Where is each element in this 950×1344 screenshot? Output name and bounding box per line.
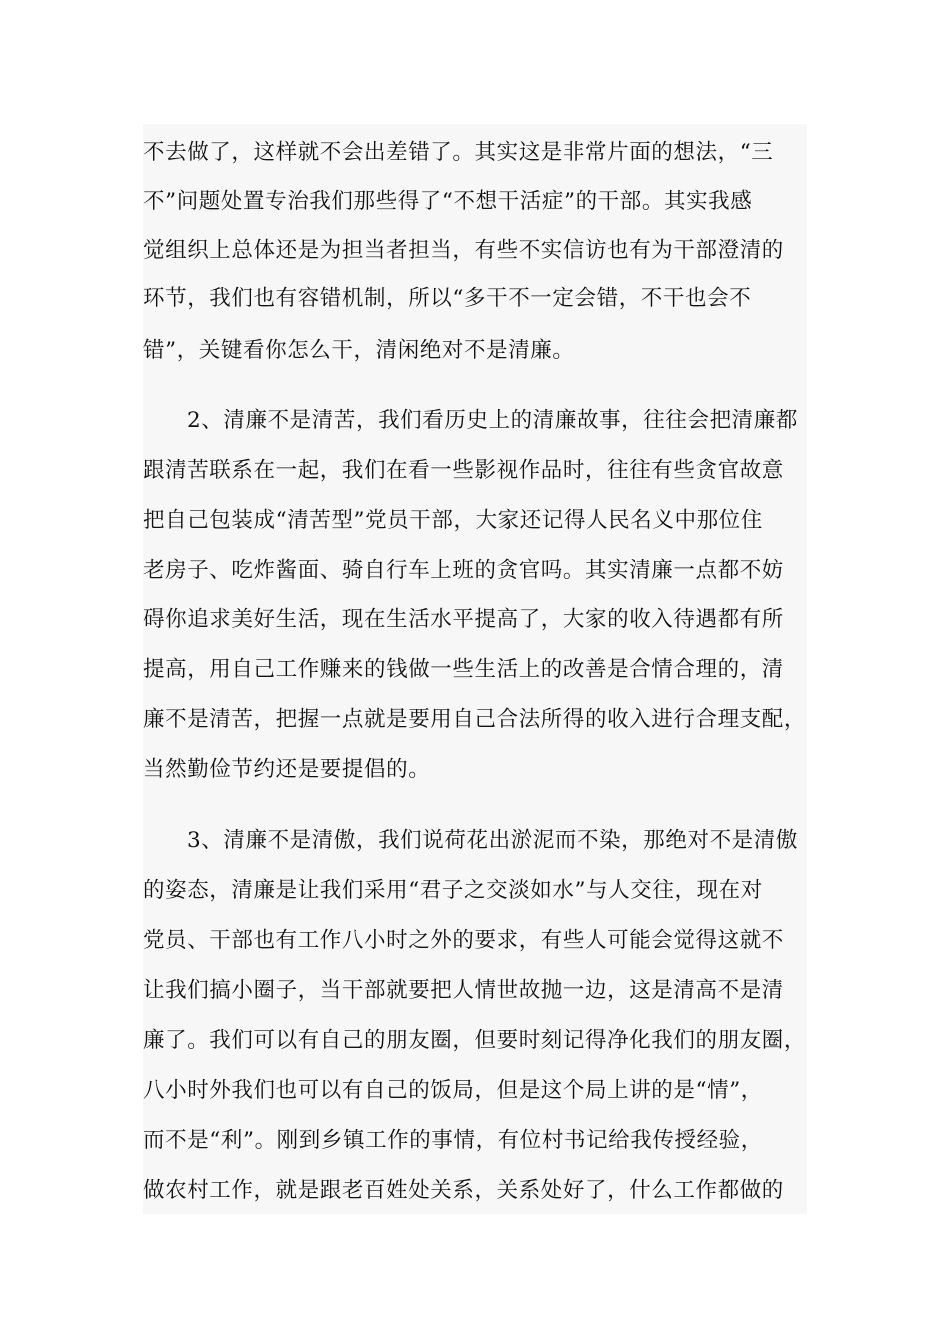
paragraph-line: 环节，我们也有容错机制，所以“多干不一定会错，不干也会不: [143, 286, 752, 311]
paragraph-line: 当然勤俭节约还是要提倡的。: [143, 757, 431, 782]
paragraph-line: 碍你追求美好生活，现在生活水平提高了，大家的收入待遇都有所: [143, 607, 784, 632]
paragraph-line: 不去做了，这样就不会出差错了。其实这是非常片面的想法，“三: [143, 140, 774, 165]
paragraph-line: 而不是“利”。刚到乡镇工作的事情，有位村书记给我传授经验，: [143, 1128, 763, 1153]
paragraph-line: 廉不是清苦，把握一点就是要用自己合法所得的收入进行合理支配，: [143, 707, 807, 732]
paragraph-line: 廉了。我们可以有自己的朋友圈，但要时刻记得净化我们的朋友圈，: [143, 1028, 807, 1053]
paragraph-line: 错”，关键看你怎么干，清闲绝对不是清廉。: [143, 338, 575, 363]
paragraph-line: 3、清廉不是清傲，我们说荷花出淤泥而不染，那绝对不是清傲: [187, 828, 798, 853]
paragraph-line: 不”问题处置专治我们那些得了“不想干活症”的干部。其实我感: [143, 189, 753, 214]
paragraph-line: 觉组织上总体还是为担当者担当，有些不实信访也有为干部澄清的: [143, 238, 784, 263]
paragraph-line: 八小时外我们也可以有自己的饭局，但是这个局上讲的是“情”，: [143, 1078, 763, 1103]
paragraph-line: 做农村工作，就是跟老百姓处关系，关系处好了，什么工作都做的: [143, 1178, 784, 1203]
paragraph-line: 老房子、吃炸酱面、骑自行车上班的贪官吗。其实清廉一点都不妨: [143, 558, 784, 583]
document-text-block: [143, 124, 807, 1214]
paragraph-line: 提高，用自己工作赚来的钱做一些生活上的改善是合情合理的，清: [143, 657, 784, 682]
paragraph-line: 党员、干部也有工作八小时之外的要求，有些人可能会觉得这就不: [143, 928, 784, 953]
paragraph-line: 跟清苦联系在一起，我们在看一些影视作品时，往往有些贪官故意: [143, 458, 784, 483]
paragraph-line: 2、清廉不是清苦，我们看历史上的清廉故事，往往会把清廉都: [187, 408, 798, 433]
paragraph-line: 的姿态，清廉是让我们采用“君子之交淡如水”与人交往，现在对: [143, 878, 763, 903]
paragraph-line: 把自己包装成“清苦型”党员干部，大家还记得人民名义中那位住: [143, 508, 763, 533]
paragraph-line: 让我们搞小圈子，当干部就要把人情世故抛一边，这是清高不是清: [143, 978, 784, 1003]
